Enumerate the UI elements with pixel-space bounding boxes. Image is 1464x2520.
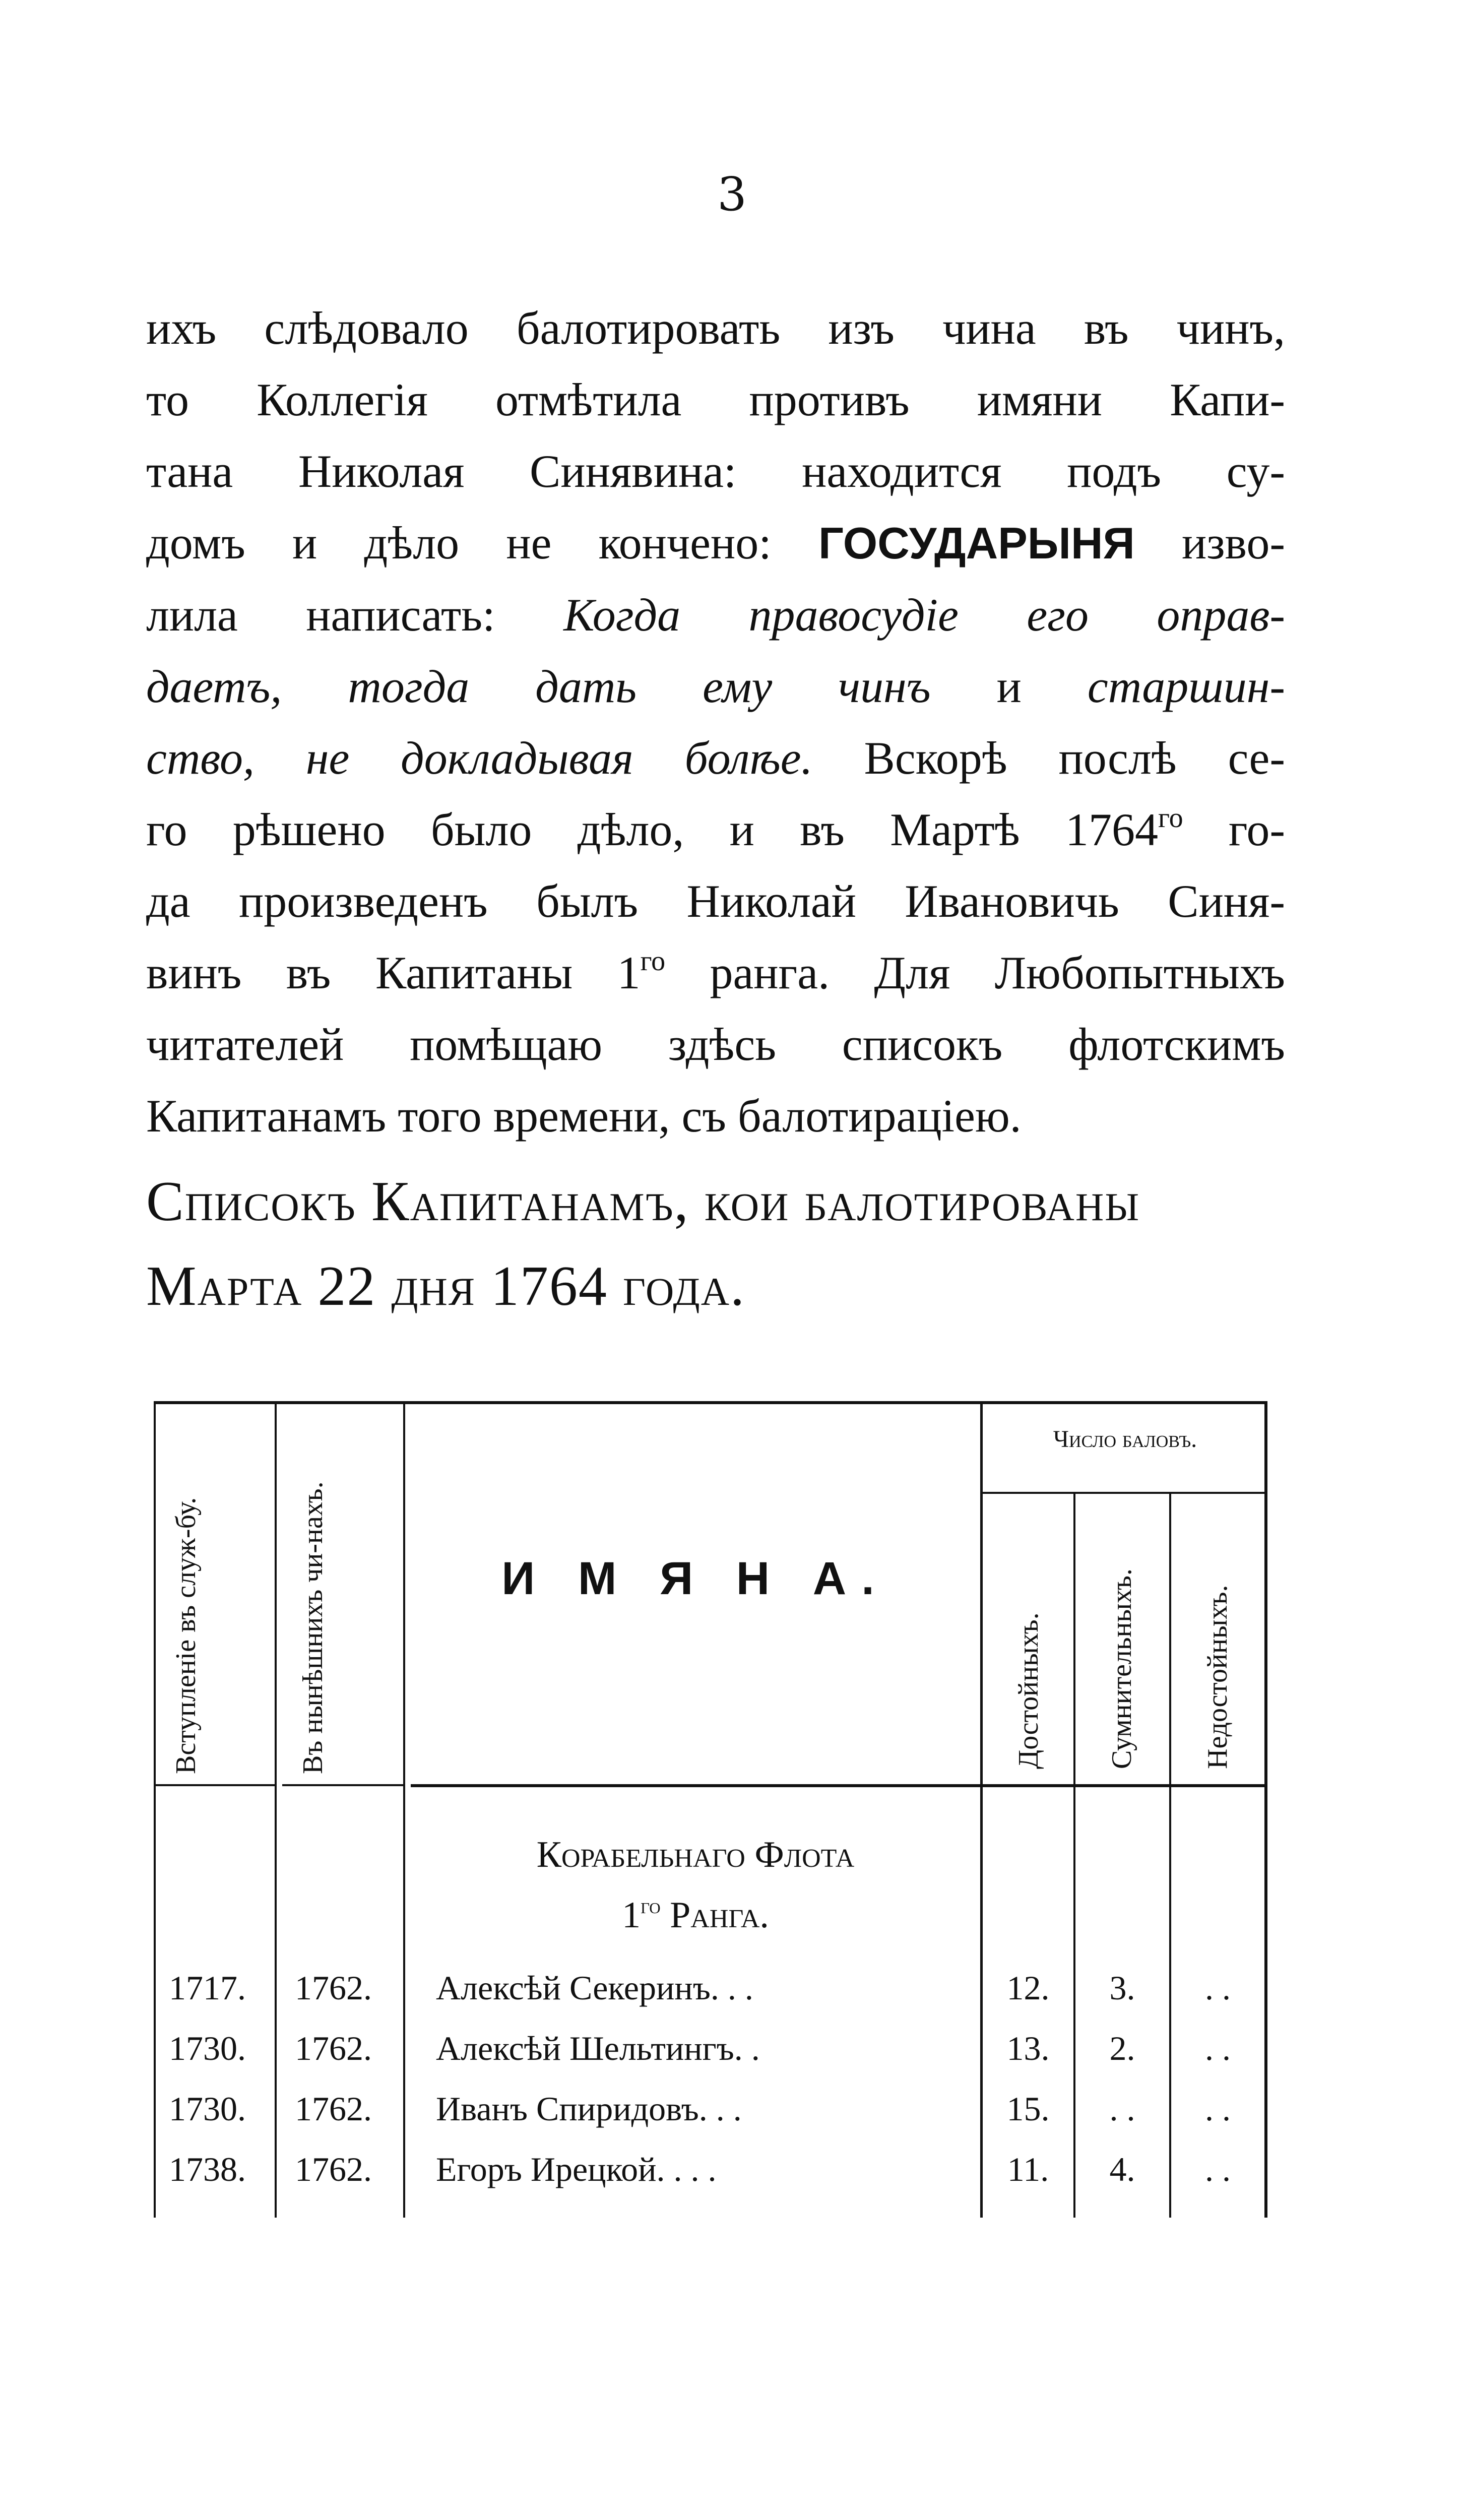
header-current-rank: Въ нынѣшнихъ чи-нахъ. [297,1481,329,1774]
vline [1264,1401,1267,2218]
cell-rank: 1762. [295,2150,372,2188]
vline [403,1401,405,2218]
italic-quote: ство, не докладывая болѣе. [146,732,813,784]
text-fragment: Ранга. [660,1895,769,1936]
text-fragment: и [930,661,1088,712]
captains-table [154,1401,1267,2218]
empress-title: ГОСУДАРЫНЯ [818,518,1135,568]
cell-unworthy: . . [1205,1969,1231,2007]
cell-name: Егоръ Ирецкой. . . . [436,2150,717,2188]
section-title [411,1824,980,1945]
text-fragment: го рѣшено было дѣло, и въ Мартѣ 1764 [146,804,1159,855]
text-fragment: изво- [1134,517,1285,569]
header-names: И М Я Н А. [501,1553,889,1604]
col1-header-rule [154,1784,275,1786]
text-line: то Коллегія отмѣтила противъ имяни Капи- [146,374,1285,425]
table-top-rule [154,1401,1267,1404]
cell-worthy: 11. [1007,2150,1049,2188]
text-line: Капитанамъ того времени, съ балотираціею. [146,1090,1022,1142]
text-fragment: го- [1183,804,1285,855]
text-line [146,794,1285,865]
text-line [146,722,1285,794]
cell-name: Алексѣй Шельтингъ. . [436,2029,760,2067]
header-unworthy: Недостойныхъ. [1202,1585,1233,1769]
cell-doubtful: . . [1109,2090,1135,2128]
cell-worthy: 12. [1006,1969,1050,2007]
cell-entered: 1730. [169,2090,246,2128]
list-heading-line: Марта 22 дня 1764 года. [146,1255,746,1317]
text-fragment: ранга. Для Любопытныхъ [665,947,1285,998]
vline [154,1401,156,2218]
cell-name: Алексѣй Секеринъ. . . [436,1969,753,2007]
text-line [146,507,1285,579]
cell-unworthy: . . [1205,2090,1231,2128]
cell-unworthy: . . [1205,2029,1231,2067]
body-paragraph [146,292,1285,1152]
col2-header-rule [282,1784,403,1786]
cell-entered: 1738. [169,2150,246,2188]
ordinal-superscript: го [640,946,666,977]
cell-doubtful: 3. [1109,1969,1135,2007]
cell-doubtful: 2. [1109,2029,1135,2067]
text-line: да произведенъ былъ Николай Ивановичь Синя- [146,875,1285,927]
ordinal-superscript: го [1158,802,1183,834]
list-heading [146,1159,1285,1329]
vline [275,1401,277,2218]
text-line: читателей помѣщаю здѣсь списокъ флотскимъ [146,1019,1285,1070]
cell-worthy: 15. [1006,2090,1050,2128]
section-title-line [411,1885,980,1945]
text-line [146,579,1285,651]
cell-name: Иванъ Спиридовъ. . . [436,2090,742,2128]
text-line [146,651,1285,722]
text-line: ихъ слѣдовало балотировать изъ чина въ чинъ, [146,302,1285,354]
cell-entered: 1730. [169,2029,246,2067]
header-ballots: Число баловъ. [1053,1426,1197,1453]
ordinal-superscript: го [641,1894,661,1918]
text-fragment: Вскорѣ послѣ се- [812,732,1286,784]
text-fragment: 1 [622,1895,641,1936]
text-fragment: домъ и дѣло не кончено: [146,517,819,569]
cell-worthy: 13. [1006,2029,1050,2067]
header-doubtful: Сумнительныхъ. [1106,1568,1137,1769]
text-fragment: винъ въ Капитаны 1 [146,947,641,998]
page-number: 3 [717,167,747,221]
cell-rank: 1762. [295,2090,372,2128]
text-fragment: лила написать: [146,589,564,641]
header-entered-service: Вступленіе въ служ-бу. [170,1497,202,1774]
cell-unworthy: . . [1205,2150,1231,2188]
cell-rank: 1762. [295,2029,372,2067]
italic-quote: старшин- [1087,661,1285,712]
header-worthy: Достойныхъ. [1013,1612,1044,1769]
section-title-line: Корабельнаго Флота [536,1834,855,1875]
italic-quote: даетъ, тогда дать ему чинъ [146,661,931,712]
cell-entered: 1717. [169,1969,246,2007]
text-line [146,937,1285,1009]
list-heading-line: Списокъ Капитанамъ, кои балотированы [146,1170,1140,1233]
italic-quote: Когда правосудіе его оправ- [563,589,1285,641]
ballots-subrule [983,1492,1267,1494]
cell-doubtful: 4. [1109,2150,1135,2188]
text-line: тана Николая Синявина: находится подъ су- [146,446,1285,497]
header-bottom-rule [411,1784,1267,1787]
cell-rank: 1762. [295,1969,372,2007]
